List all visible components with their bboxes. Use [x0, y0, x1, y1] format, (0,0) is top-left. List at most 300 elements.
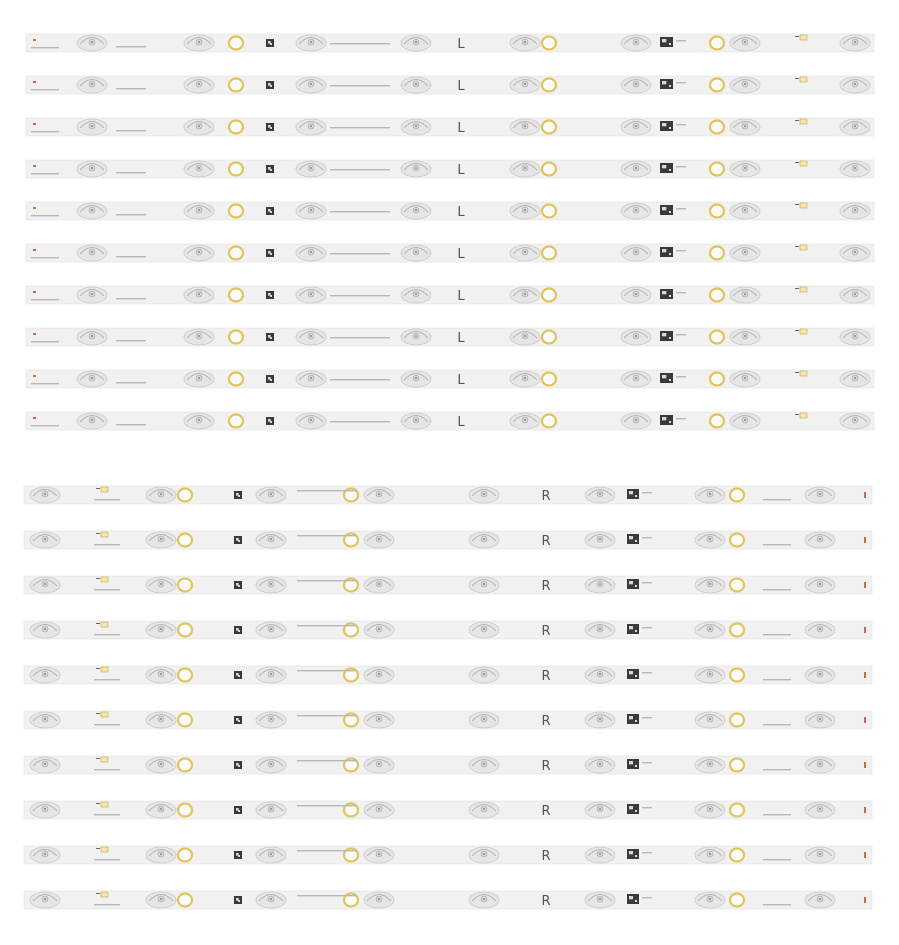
- led-ring: [229, 289, 243, 302]
- led-ring: [710, 79, 724, 92]
- led-lens: [805, 892, 835, 908]
- led-ring: [542, 331, 556, 344]
- print-mark: [676, 418, 686, 419]
- led-lens: [840, 119, 870, 135]
- led-lens: [364, 712, 394, 728]
- print-mark: [31, 383, 59, 384]
- print-mark: [676, 376, 686, 377]
- led-lens: [256, 847, 286, 863]
- led-lens: [695, 802, 725, 818]
- strip-side-label: L: [457, 289, 465, 304]
- print-mark: [330, 211, 390, 212]
- print-mark: [763, 724, 791, 725]
- led-lens: [77, 161, 107, 177]
- print-mark: [763, 769, 791, 770]
- led-lens: [695, 757, 725, 773]
- led-ring: [229, 121, 243, 134]
- led-lens: [296, 35, 326, 51]
- led-ring: [710, 331, 724, 344]
- print-mark: [116, 382, 146, 383]
- led-strip: [24, 531, 872, 549]
- led-ring: [229, 373, 243, 386]
- led-lens: [510, 371, 540, 387]
- led-ring: [730, 804, 744, 817]
- led-lens: [77, 371, 107, 387]
- led-lens: [469, 892, 499, 908]
- end-mark: [33, 39, 36, 41]
- led-strip: [24, 846, 872, 864]
- print-mark: [116, 88, 146, 89]
- qr-code-icon: [234, 896, 242, 904]
- strip-side-label: L: [457, 373, 465, 388]
- led-lens: [77, 77, 107, 93]
- print-mark: [642, 762, 652, 763]
- led-lens: [296, 371, 326, 387]
- led-lens: [585, 712, 615, 728]
- led-lens: [695, 577, 725, 593]
- strip-side-label: L: [457, 415, 465, 430]
- led-lens: [585, 532, 615, 548]
- led-ring: [542, 247, 556, 260]
- led-lens: [730, 161, 760, 177]
- led-ring: [730, 714, 744, 727]
- qr-code-icon: [660, 205, 673, 215]
- led-ring: [178, 714, 192, 727]
- print-mark: [642, 897, 652, 898]
- print-mark: [763, 499, 791, 500]
- led-lens: [621, 203, 651, 219]
- qr-code-icon: [266, 81, 274, 89]
- led-ring: [710, 247, 724, 260]
- print-mark: [297, 850, 357, 851]
- print-mark: [642, 627, 652, 628]
- led-ring: [710, 415, 724, 428]
- led-lens: [184, 119, 214, 135]
- led-lens: [256, 757, 286, 773]
- qr-code-icon: [660, 415, 673, 425]
- led-lens: [256, 577, 286, 593]
- led-ring: [178, 849, 192, 862]
- qr-code-icon: [660, 121, 673, 131]
- qr-code-icon: [627, 894, 639, 904]
- end-mark: [864, 672, 866, 678]
- led-lens: [469, 487, 499, 503]
- qr-code-icon: [627, 759, 639, 769]
- led-lens: [77, 245, 107, 261]
- led-lens: [256, 487, 286, 503]
- print-mark: [31, 131, 59, 132]
- strip-side-label: R: [541, 714, 551, 729]
- print-mark: [297, 760, 357, 761]
- led-lens: [510, 413, 540, 429]
- led-lens: [585, 577, 615, 593]
- qr-code-icon: [234, 716, 242, 724]
- qr-code-icon: [660, 37, 673, 47]
- qr-code-icon: [234, 536, 242, 544]
- led-lens: [730, 413, 760, 429]
- led-lens: [805, 622, 835, 638]
- print-mark: [763, 814, 791, 815]
- led-lens: [840, 329, 870, 345]
- led-lens: [146, 892, 176, 908]
- led-lens: [364, 847, 394, 863]
- led-lens: [401, 287, 431, 303]
- qr-code-icon: [627, 804, 639, 814]
- led-lens: [184, 77, 214, 93]
- led-lens: [364, 622, 394, 638]
- led-ring: [710, 163, 724, 176]
- led-lens: [146, 487, 176, 503]
- led-lens: [585, 667, 615, 683]
- qr-code-icon: [266, 249, 274, 257]
- led-lens: [621, 161, 651, 177]
- print-mark: [676, 166, 686, 167]
- qr-code-icon: [234, 851, 242, 859]
- print-mark: [330, 337, 390, 338]
- led-lens: [401, 77, 431, 93]
- led-lens: [401, 371, 431, 387]
- print-mark: [116, 340, 146, 341]
- led-lens: [840, 77, 870, 93]
- led-lens: [695, 892, 725, 908]
- qr-code-icon: [627, 624, 639, 634]
- led-lens: [296, 119, 326, 135]
- print-mark: [31, 89, 59, 90]
- led-lens: [730, 287, 760, 303]
- print-mark: [676, 334, 686, 335]
- led-lens: [585, 757, 615, 773]
- qr-code-icon: [660, 247, 673, 257]
- print-mark: [642, 852, 652, 853]
- end-mark: [864, 762, 866, 768]
- led-strip: [26, 286, 874, 304]
- end-mark: [864, 627, 866, 633]
- end-mark: [864, 492, 866, 498]
- end-mark: [864, 852, 866, 858]
- led-lens: [30, 577, 60, 593]
- led-strip: [26, 34, 874, 52]
- print-mark: [297, 535, 357, 536]
- print-mark: [330, 253, 390, 254]
- led-ring: [542, 289, 556, 302]
- led-ring: [730, 894, 744, 907]
- led-lens: [146, 802, 176, 818]
- led-lens: [364, 802, 394, 818]
- strip-side-label: R: [541, 669, 551, 684]
- print-mark: [94, 634, 120, 635]
- led-strip: [26, 244, 874, 262]
- led-lens: [840, 413, 870, 429]
- led-lens: [401, 203, 431, 219]
- led-lens: [585, 892, 615, 908]
- led-lens: [296, 329, 326, 345]
- qr-code-icon: [627, 534, 639, 544]
- led-lens: [840, 287, 870, 303]
- led-lens: [695, 847, 725, 863]
- led-lens: [296, 203, 326, 219]
- led-strip: [26, 370, 874, 388]
- led-lens: [401, 413, 431, 429]
- print-mark: [116, 46, 146, 47]
- print-mark: [94, 904, 120, 905]
- print-mark: [676, 292, 686, 293]
- right-strip-group: [24, 486, 872, 909]
- print-mark: [94, 859, 120, 860]
- led-lens: [146, 847, 176, 863]
- print-mark: [642, 717, 652, 718]
- led-ring: [710, 205, 724, 218]
- end-mark: [33, 417, 36, 419]
- led-lens: [805, 532, 835, 548]
- led-lens: [469, 802, 499, 818]
- led-lens: [184, 35, 214, 51]
- print-mark: [676, 250, 686, 251]
- led-lens: [256, 802, 286, 818]
- led-lens: [585, 487, 615, 503]
- led-ring: [730, 489, 744, 502]
- print-mark: [94, 814, 120, 815]
- led-lens: [469, 712, 499, 728]
- led-lens: [510, 161, 540, 177]
- led-lens: [256, 892, 286, 908]
- led-lens: [146, 757, 176, 773]
- led-lens: [296, 287, 326, 303]
- led-lens: [401, 119, 431, 135]
- print-mark: [116, 256, 146, 257]
- led-ring: [178, 489, 192, 502]
- end-mark: [864, 897, 866, 903]
- print-mark: [642, 492, 652, 493]
- led-ring: [730, 534, 744, 547]
- led-ring: [730, 624, 744, 637]
- print-mark: [116, 214, 146, 215]
- qr-code-icon: [660, 163, 673, 173]
- led-lens: [695, 712, 725, 728]
- led-lens: [621, 329, 651, 345]
- qr-code-icon: [266, 291, 274, 299]
- led-lens: [401, 245, 431, 261]
- led-lens: [510, 287, 540, 303]
- led-strip: [26, 202, 874, 220]
- qr-code-icon: [234, 581, 242, 589]
- led-lens: [695, 622, 725, 638]
- print-mark: [297, 490, 357, 491]
- qr-code-icon: [660, 373, 673, 383]
- print-mark: [763, 679, 791, 680]
- led-lens: [469, 847, 499, 863]
- led-lens: [585, 622, 615, 638]
- led-lens: [401, 35, 431, 51]
- led-lens: [805, 667, 835, 683]
- led-lens: [805, 757, 835, 773]
- led-lens: [364, 532, 394, 548]
- qr-code-icon: [660, 331, 673, 341]
- led-lens: [146, 667, 176, 683]
- print-mark: [763, 544, 791, 545]
- print-mark: [116, 298, 146, 299]
- led-strip: [24, 576, 872, 594]
- led-strip: [26, 328, 874, 346]
- print-mark: [297, 895, 357, 896]
- end-mark: [33, 123, 36, 125]
- led-lens: [256, 667, 286, 683]
- led-ring: [229, 37, 243, 50]
- led-lens: [364, 487, 394, 503]
- print-mark: [642, 807, 652, 808]
- strip-side-label: L: [457, 163, 465, 178]
- led-lens: [146, 532, 176, 548]
- led-lens: [730, 329, 760, 345]
- print-mark: [297, 670, 357, 671]
- led-lens: [840, 35, 870, 51]
- led-lens: [30, 712, 60, 728]
- led-ring: [730, 849, 744, 862]
- led-lens: [77, 35, 107, 51]
- led-lens: [401, 329, 431, 345]
- led-lens: [695, 487, 725, 503]
- led-lens: [469, 757, 499, 773]
- qr-code-icon: [234, 761, 242, 769]
- qr-code-icon: [234, 806, 242, 814]
- qr-code-icon: [627, 849, 639, 859]
- led-lens: [364, 667, 394, 683]
- led-lens: [296, 77, 326, 93]
- strip-side-label: L: [457, 205, 465, 220]
- led-ring: [542, 79, 556, 92]
- led-lens: [296, 161, 326, 177]
- led-ring: [710, 121, 724, 134]
- led-lens: [510, 35, 540, 51]
- led-lens: [77, 329, 107, 345]
- end-mark: [33, 291, 36, 293]
- qr-code-icon: [627, 669, 639, 679]
- led-ring: [178, 804, 192, 817]
- print-mark: [676, 208, 686, 209]
- led-lens: [840, 203, 870, 219]
- strip-side-label: R: [541, 489, 551, 504]
- led-lens: [184, 245, 214, 261]
- qr-code-icon: [266, 375, 274, 383]
- led-lens: [30, 622, 60, 638]
- led-ring: [730, 579, 744, 592]
- led-strip: [24, 891, 872, 909]
- print-mark: [94, 589, 120, 590]
- led-strip: [26, 76, 874, 94]
- led-lens: [256, 622, 286, 638]
- end-mark: [33, 81, 36, 83]
- led-lens: [730, 203, 760, 219]
- print-mark: [31, 341, 59, 342]
- strip-side-label: R: [541, 624, 551, 639]
- led-ring: [178, 669, 192, 682]
- led-lens: [805, 847, 835, 863]
- led-lens: [77, 413, 107, 429]
- end-mark: [33, 333, 36, 335]
- print-mark: [94, 679, 120, 680]
- strip-side-label: R: [541, 579, 551, 594]
- led-lens: [469, 532, 499, 548]
- led-ring: [178, 759, 192, 772]
- led-ring: [229, 205, 243, 218]
- led-lens: [77, 287, 107, 303]
- led-lens: [184, 413, 214, 429]
- print-mark: [330, 421, 390, 422]
- led-ring: [178, 624, 192, 637]
- led-strip: [24, 666, 872, 684]
- strip-side-label: L: [457, 247, 465, 262]
- print-mark: [94, 724, 120, 725]
- led-lens: [510, 119, 540, 135]
- print-mark: [116, 424, 146, 425]
- led-lens: [730, 245, 760, 261]
- strip-side-label: L: [457, 121, 465, 136]
- left-strip-group: [26, 34, 874, 430]
- led-ring: [229, 247, 243, 260]
- end-mark: [864, 717, 866, 723]
- print-mark: [330, 169, 390, 170]
- led-lens: [401, 161, 431, 177]
- led-lens: [730, 77, 760, 93]
- print-mark: [763, 859, 791, 860]
- led-ring: [710, 289, 724, 302]
- led-lens: [621, 245, 651, 261]
- print-mark: [31, 299, 59, 300]
- qr-code-icon: [627, 579, 639, 589]
- led-lens: [296, 413, 326, 429]
- qr-code-icon: [660, 289, 673, 299]
- qr-code-icon: [234, 491, 242, 499]
- strip-side-label: R: [541, 849, 551, 864]
- strip-side-label: R: [541, 534, 551, 549]
- led-lens: [364, 577, 394, 593]
- print-mark: [94, 544, 120, 545]
- led-ring: [730, 669, 744, 682]
- strip-side-label: R: [541, 894, 551, 909]
- led-ring: [178, 894, 192, 907]
- print-mark: [330, 43, 390, 44]
- strip-side-label: L: [457, 37, 465, 52]
- qr-code-icon: [627, 714, 639, 724]
- led-lens: [146, 577, 176, 593]
- strip-side-label: R: [541, 804, 551, 819]
- led-lens: [30, 487, 60, 503]
- led-lens: [805, 487, 835, 503]
- led-lens: [146, 622, 176, 638]
- qr-code-icon: [266, 333, 274, 341]
- qr-code-icon: [627, 489, 639, 499]
- qr-code-icon: [266, 39, 274, 47]
- led-lens: [184, 287, 214, 303]
- led-lens: [184, 329, 214, 345]
- print-mark: [116, 130, 146, 131]
- led-lens: [469, 622, 499, 638]
- led-lens: [840, 161, 870, 177]
- strip-side-label: L: [457, 79, 465, 94]
- print-mark: [763, 904, 791, 905]
- led-lens: [296, 245, 326, 261]
- print-mark: [297, 715, 357, 716]
- end-mark: [33, 207, 36, 209]
- print-mark: [31, 257, 59, 258]
- end-mark: [33, 249, 36, 251]
- led-lens: [695, 667, 725, 683]
- strip-side-label: R: [541, 759, 551, 774]
- end-mark: [864, 537, 866, 543]
- led-ring: [229, 79, 243, 92]
- led-lens: [805, 577, 835, 593]
- print-mark: [330, 379, 390, 380]
- print-mark: [31, 215, 59, 216]
